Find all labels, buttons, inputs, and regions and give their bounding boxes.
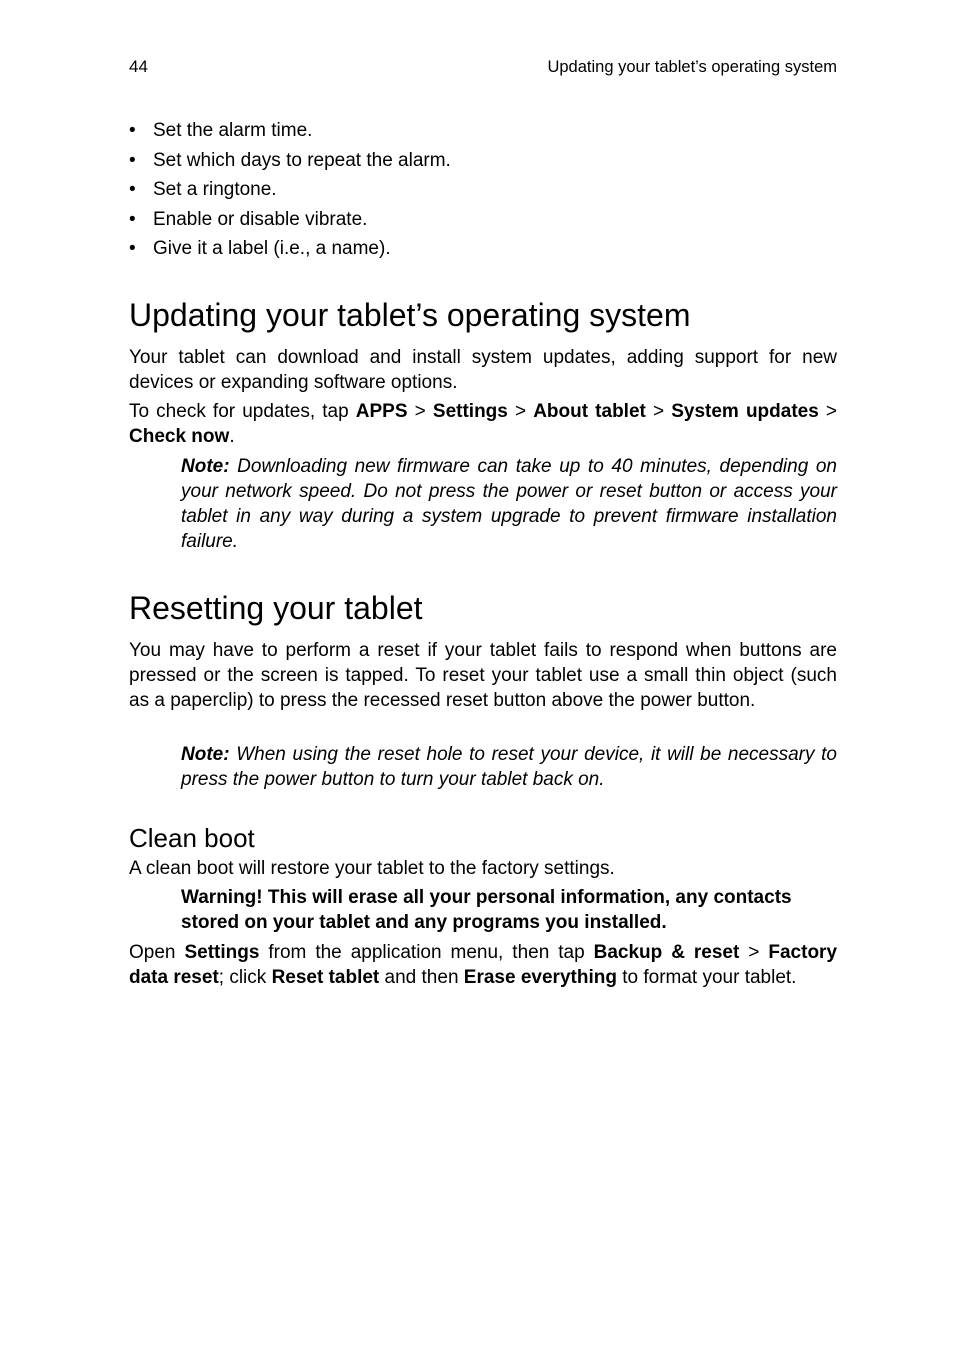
apps-label: APPS — [355, 401, 408, 422]
list-item: • Set which days to repeat the alarm. — [129, 146, 451, 176]
bullet-icon: • — [129, 120, 136, 141]
bullet-icon: • — [129, 149, 136, 171]
subsection-heading-clean-boot: Clean boot — [129, 823, 255, 853]
clean-boot-intro: A clean boot will restore your tablet to the factory settings. — [129, 858, 615, 879]
check-now-label: Check now — [129, 426, 230, 447]
reset-intro: You may have to perform a reset if your tablet fails to respond when buttons are pressed or the screen is tapped. To reset your tablet use a small thin object (such as a paperclip) to press the recessed reset button above the power button. — [129, 640, 837, 711]
running-title: Updating your tablet’s operating system — [547, 58, 837, 76]
bullet-icon: • — [129, 238, 136, 259]
erase-warning: Warning! This will erase all your personal information, any contacts stored on your tablet and any programs you installed. — [181, 887, 792, 933]
note-label: Note: — [181, 744, 230, 765]
section-heading-resetting: Resetting your tablet — [129, 590, 423, 626]
update-note: Note: Downloading new firmware can take up to 40 minutes, depending on your network speed. Do not press the power or reset button or access your tablet in any way during a system upgrade to prevent firmware installation failure. — [181, 456, 837, 552]
factory-data-reset-label: Factory data reset — [129, 942, 838, 988]
erase-everything-label: Erase everything — [463, 967, 617, 988]
about-tablet-label: About tablet — [533, 401, 646, 422]
bullet-icon: • — [129, 208, 136, 230]
system-updates-label: System updates — [671, 401, 819, 422]
backup-reset-label: Backup & reset — [593, 942, 740, 963]
list-item: • Enable or disable vibrate. — [129, 205, 451, 235]
update-steps: To check for updates, tap APPS > Settings > About tablet > System updates > Check now. — [129, 401, 838, 447]
page-header — [129, 57, 837, 81]
list-item: • Set the alarm time. — [129, 116, 451, 146]
clean-boot-steps: Open Settings from the application menu, then tap Backup & reset > Factory data reset; click Reset tablet and then Erase everything to format your tablet. — [129, 942, 838, 988]
note-label: Note: — [181, 456, 230, 477]
bullet-icon: • — [129, 179, 136, 200]
settings-label: Settings — [184, 942, 260, 963]
list-item: • Give it a label (i.e., a name). — [129, 234, 451, 264]
list-item: • Set a ringtone. — [129, 175, 451, 205]
update-intro: Your tablet can download and install system updates, adding support for new devices or expanding software options. — [129, 347, 837, 393]
reset-tablet-label: Reset tablet — [271, 967, 380, 988]
page-number: 44 — [129, 57, 148, 76]
section-heading-updating: Updating your tablet’s operating system — [129, 297, 691, 333]
settings-label: Settings — [432, 401, 508, 422]
alarm-options-list — [129, 116, 451, 264]
reset-note: Note: When using the reset hole to reset your device, it will be necessary to press the power button to turn your tablet back on. — [181, 744, 837, 790]
